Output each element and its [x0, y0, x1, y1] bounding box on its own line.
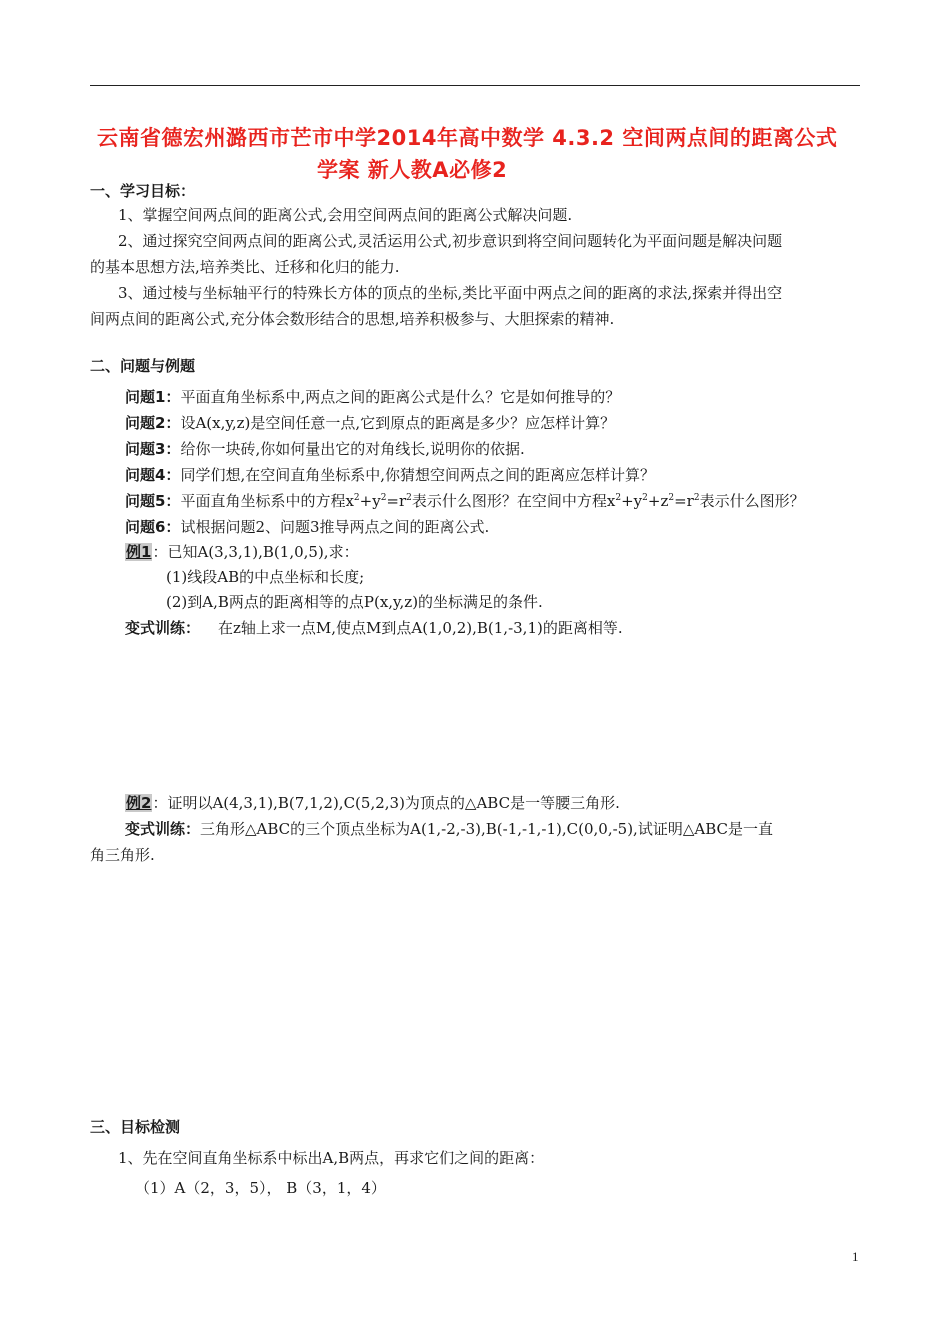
question-5-text-g: =r: [674, 492, 694, 510]
header-rule: [90, 85, 860, 86]
question-5-text-h: 表示什么图形？: [699, 492, 805, 510]
example-1: [125, 541, 359, 562]
superscript-2: 2: [615, 493, 622, 503]
document-title-line-2: 学案 新人教A必修2: [317, 158, 508, 182]
question-3: [125, 438, 525, 459]
question-2-label: 问题2：: [125, 414, 181, 432]
variant-exercise-2: [125, 818, 773, 839]
superscript-2: 2: [406, 493, 412, 503]
question-4: [125, 464, 655, 485]
question-5: [125, 490, 805, 511]
question-6: [125, 516, 489, 537]
objective-1: 1、掌握空间两点间的距离公式,会用空间两点间的距离公式解决问题.: [118, 206, 573, 224]
example-1-label: 例1: [126, 543, 152, 561]
question-5-label: 问题5：: [125, 492, 181, 510]
question-2-text: 设A(x,y,z)是空间任意一点,它到原点的距离是多少？应怎样计算？: [180, 414, 616, 432]
example-2-label: 例2: [126, 794, 152, 812]
question-6-label: 问题6：: [125, 518, 181, 536]
variant-exercise-2-text: 三角形△ABC的三个顶点坐标为A(1,-2,-3),B(-1,-1,-1),C(0,0,-5),试证明△ABC是一直: [200, 820, 773, 838]
document-title-line-1: 云南省德宏州潞西市芒市中学2014年高中数学 4.3.2 空间两点间的距离公式: [97, 126, 838, 150]
question-5-text-d: 表示什么图形？在空间中方程x: [411, 492, 616, 510]
example-1-text: ：已知A(3,3,1),B(1,0,5),求：: [152, 543, 359, 561]
question-5-text-c: =r: [386, 492, 407, 510]
variant-exercise-1-text: 在z轴上求一点M,使点M到点A(1,0,2),B(1,-3,1)的距离相等.: [218, 619, 623, 637]
objective-2-cont: 的基本思想方法,培养类比、迁移和化归的能力.: [90, 258, 400, 276]
variant-exercise-2-label: 变式训练：: [125, 820, 201, 838]
question-4-text: 同学们想,在空间直角坐标系中,你猜想空间两点之间的距离应怎样计算？: [180, 466, 655, 484]
section-heading-objectives: 一、学习目标：: [90, 182, 196, 200]
variant-exercise-1: [125, 617, 623, 638]
example-2: [125, 792, 620, 813]
assessment-item-1-part-1: （1）A（2，3，5）， B（3，1，4）: [135, 1179, 386, 1197]
superscript-2: 2: [380, 493, 387, 503]
example-2-text: ：证明以A(4,3,1),B(7,1,2),C(5,2,3)为顶点的△ABC是一等腰三角形.: [152, 794, 620, 812]
question-4-label: 问题4：: [125, 466, 181, 484]
example-1-part-1: (1)线段AB的中点坐标和长度;: [166, 568, 365, 586]
objective-3: 3、通过棱与坐标轴平行的特殊长方体的顶点的坐标,类比平面中两点之间的距离的求法,探索并得出空: [118, 284, 783, 302]
objective-2: 2、通过探究空间两点间的距离公式,灵活运用公式,初步意识到将空间问题转化为平面问题是解决问题: [118, 232, 783, 250]
question-3-text: 给你一块砖,你如何量出它的对角线长,说明你的依据.: [180, 440, 525, 458]
question-2: [125, 412, 615, 433]
question-1-text: 平面直角坐标系中,两点之间的距离公式是什么？它是如何推导的？: [180, 388, 621, 406]
question-1: [125, 386, 620, 407]
question-5-text-f: +z: [647, 492, 669, 510]
question-6-text: 试根据问题2、问题3推导两点之间的距离公式.: [180, 518, 490, 536]
superscript-2: 2: [353, 493, 360, 503]
question-1-label: 问题1：: [125, 388, 181, 406]
question-5-text-b: +y: [359, 492, 381, 510]
section-heading-problems: 二、问题与例题: [90, 357, 196, 375]
superscript-2: 2: [642, 493, 648, 503]
superscript-2: 2: [693, 493, 700, 503]
assessment-item-1: 1、先在空间直角坐标系中标出A,B两点，再求它们之间的距离：: [118, 1149, 545, 1167]
question-3-label: 问题3：: [125, 440, 181, 458]
variant-exercise-1-label: 变式训练：: [125, 619, 201, 637]
objective-3-cont: 间两点间的距离公式,充分体会数形结合的思想,培养积极参与、大胆探索的精神.: [90, 310, 615, 328]
variant-exercise-2-cont: 角三角形.: [90, 846, 155, 864]
question-5-text-a: 平面直角坐标系中的方程x: [180, 492, 354, 510]
page-number: 1: [852, 1249, 859, 1264]
section-heading-assessment: 三、目标检测: [90, 1118, 181, 1136]
question-5-text-e: +y: [621, 492, 643, 510]
superscript-2: 2: [668, 493, 675, 503]
example-1-part-2: (2)到A,B两点的距离相等的点P(x,y,z)的坐标满足的条件.: [166, 593, 543, 611]
